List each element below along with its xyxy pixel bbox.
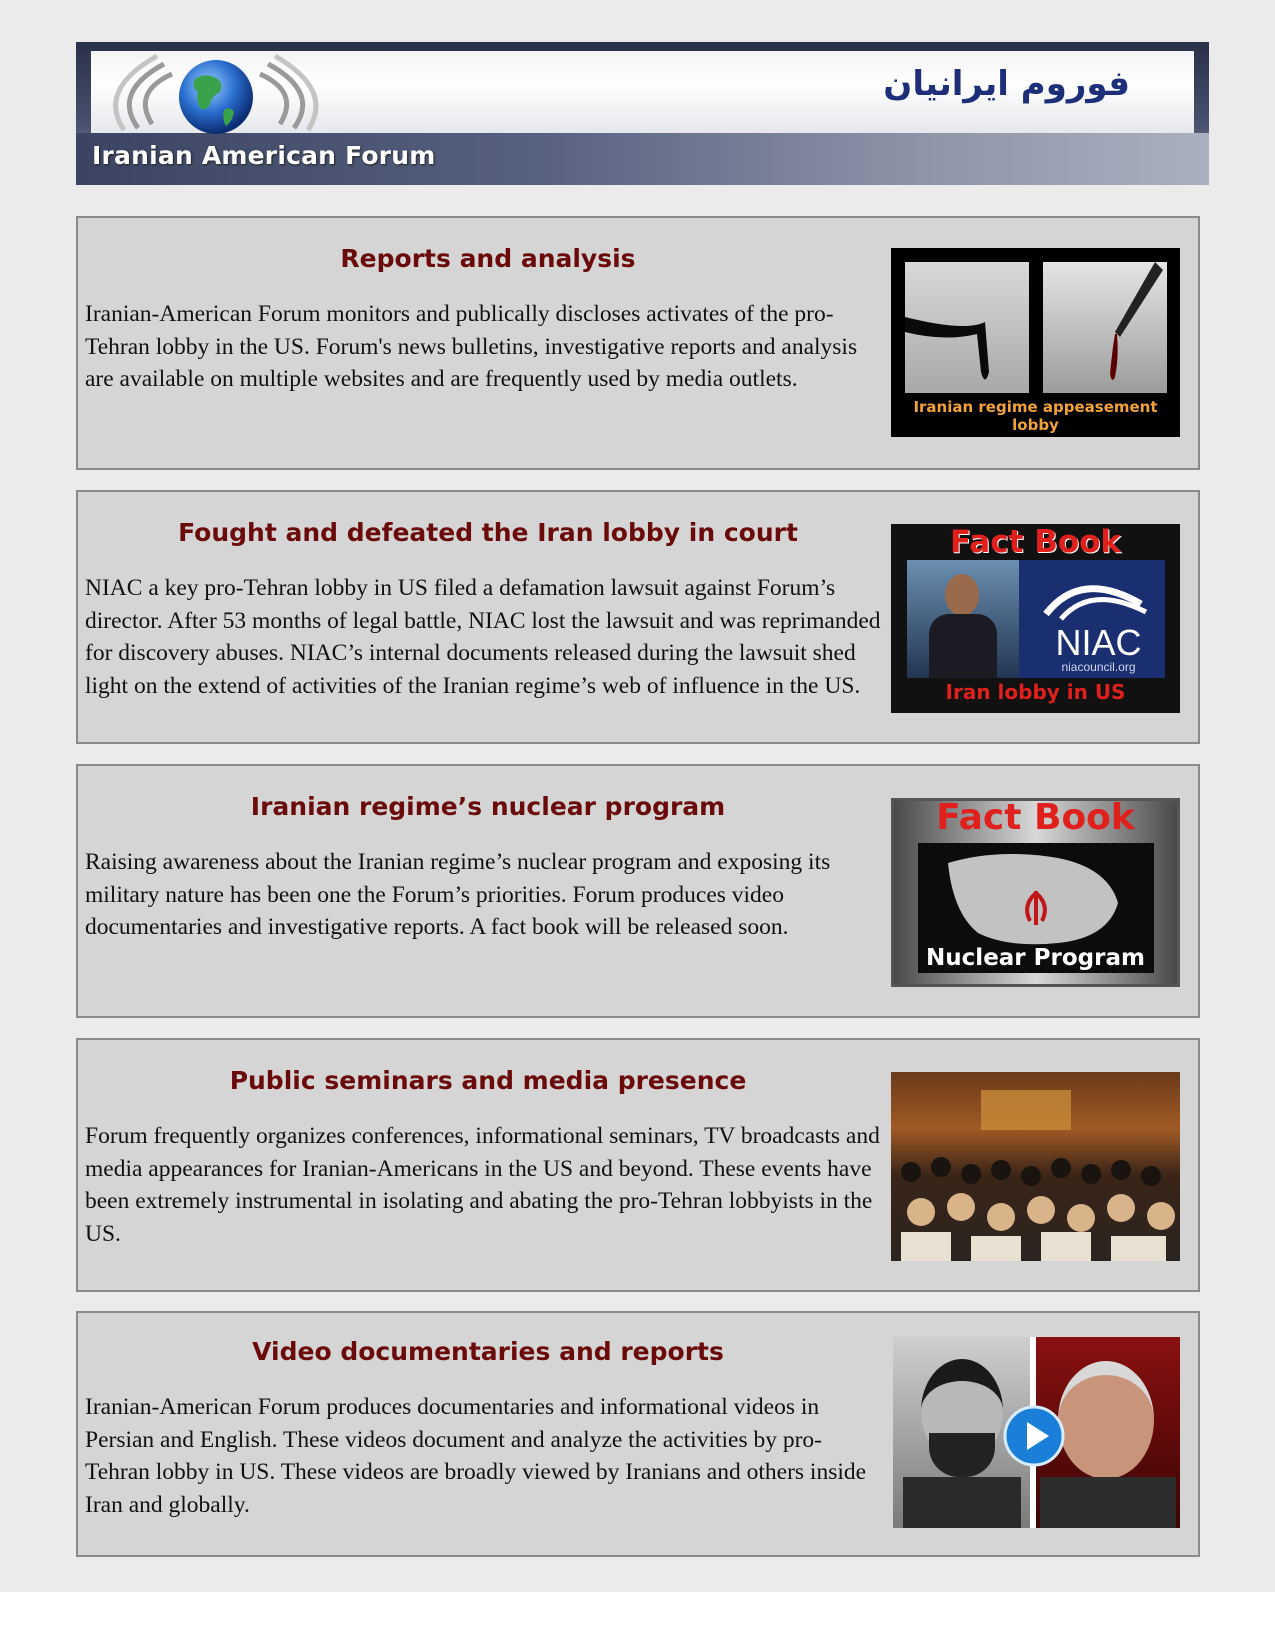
image-bottom-text: Nuclear Program — [926, 945, 1145, 971]
section-title: Iranian regime’s nuclear program — [250, 792, 726, 821]
dripping-ink-icon — [905, 262, 1167, 393]
niac-logo-text: NIAC — [1055, 622, 1142, 663]
section-body: Iranian-American Forum monitors and publically discloses activates of the pro-Tehran lobby in the US. Forum's news bulletins, investigative reports and analysis are available on multiple websites and are frequently used by media outlets. — [85, 301, 858, 392]
image-caption: Iranian regime appeasement lobby — [913, 398, 1158, 434]
niac-logo-icon — [1041, 574, 1151, 624]
section-reports — [76, 216, 1200, 470]
niac-factbook-image — [891, 524, 1180, 713]
section-title: Fought and defeated the Iran lobby in court — [178, 518, 798, 547]
appeasement-lobby-image — [891, 248, 1180, 437]
page-footer-strip — [0, 1592, 1275, 1650]
crowd-icon — [891, 1132, 1180, 1261]
video-thumbnail[interactable] — [893, 1337, 1180, 1528]
iran-map-emblem-icon — [918, 843, 1154, 953]
section-videos — [76, 1311, 1200, 1557]
section-title: Public seminars and media presence — [229, 1066, 747, 1095]
banner-title-en: Iranian American Forum — [92, 141, 436, 170]
speaker-photo — [907, 560, 1019, 678]
section-nuclear — [76, 764, 1200, 1018]
image-top-text: Fact Book — [936, 798, 1135, 838]
section-title: Video documentaries and reports — [252, 1337, 724, 1366]
niac-logo-sub: niacouncil.org — [1061, 660, 1136, 674]
section-title: Reports and analysis — [340, 244, 636, 273]
section-body: Raising awareness about the Iranian regime’s nuclear program and exposing its military nature has been one the Forum’s priorities. Forum produces video documentaries and investigative reports. A fact book will be released soon. — [85, 849, 831, 940]
section-body: Forum frequently organizes conferences, informational seminars, TV broadcasts and media appearances for Iranian-Americans in the US and beyond. These events have been extremely instrumental in isolating and abating the pro-Tehran lobbyists in the US. — [85, 1123, 880, 1247]
section-body: NIAC a key pro-Tehran lobby in US filed a defamation lawsuit against Forum’s director. After 53 months of legal battle, NIAC lost the lawsuit and was reprimanded for discovery abuses. NIAC’s internal documents released during the lawsuit shed light on the extend of activities of the Iranian regime’s web of influence in the US. — [85, 575, 881, 699]
section-court — [76, 490, 1200, 744]
banner-title-fa: فوروم ایرانیان — [883, 64, 1130, 104]
nuclear-factbook-image — [891, 798, 1180, 987]
section-seminars — [76, 1038, 1200, 1292]
image-bottom-text: Iran lobby in US — [945, 680, 1126, 704]
seminar-audience-image — [891, 1072, 1180, 1261]
globe-logo-icon — [112, 52, 322, 142]
image-top-text: Fact Book — [949, 524, 1122, 560]
play-button-icon[interactable] — [1003, 1405, 1065, 1467]
section-body: Iranian-American Forum produces documentaries and informational videos in Persian and English. These videos document and analyze the activities by pro-Tehran lobby in US. These videos are broadly viewed by Iranians and others inside Iran and globally. — [85, 1394, 867, 1518]
